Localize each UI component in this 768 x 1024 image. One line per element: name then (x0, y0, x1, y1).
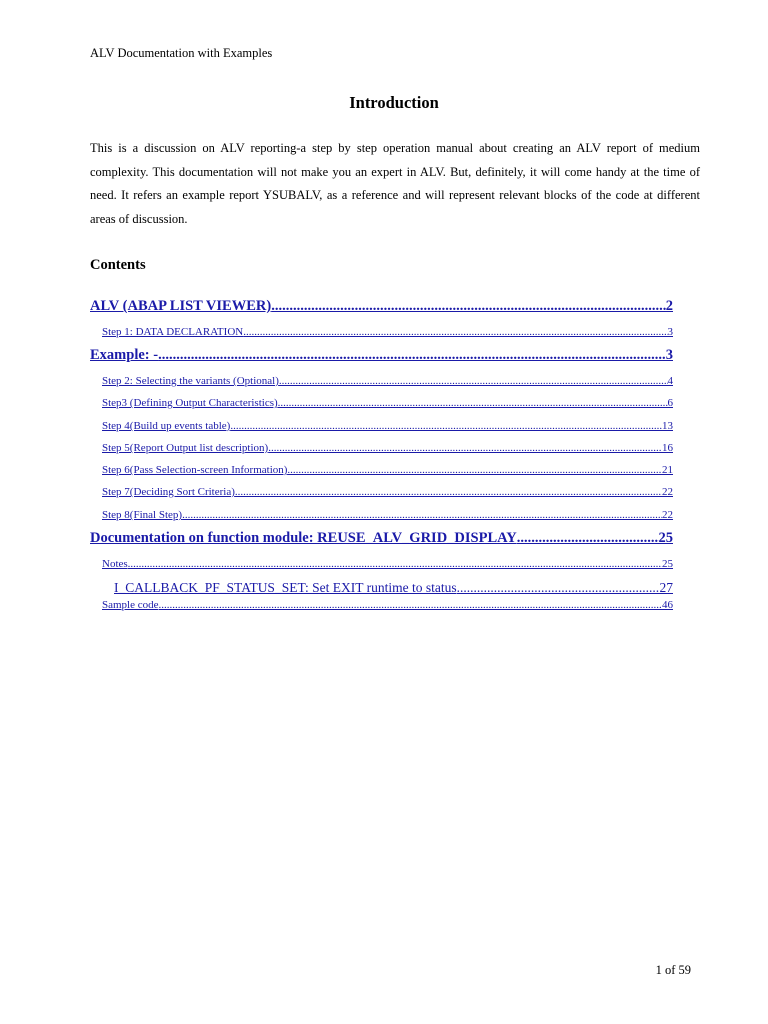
toc-page-number: 25 (658, 530, 673, 546)
toc-page-number: 6 (667, 397, 673, 409)
page-indicator: 1 of 59 (655, 963, 691, 977)
toc-leader (230, 420, 662, 432)
toc-entry-label: Step 6(Pass Selection-screen Information) (102, 464, 288, 476)
toc-entry-reuse-alv-grid-display[interactable] (90, 530, 673, 547)
toc-entry-label: ALV (ABAP LIST VIEWER) (90, 298, 272, 314)
toc-page-number: 3 (667, 326, 673, 338)
contents-heading: Contents (90, 257, 146, 273)
toc-entry-label: Step 8(Final Step) (102, 509, 183, 521)
toc-leader (457, 580, 660, 596)
toc-leader (243, 326, 667, 338)
toc-entry-label: Example: - (90, 347, 159, 363)
toc-leader (271, 298, 666, 315)
toc-entry-sample-code[interactable] (102, 599, 673, 611)
toc-entry-callback-pf-status[interactable] (114, 580, 673, 596)
toc-leader (158, 347, 666, 364)
toc-entry-label: Step3 (Defining Output Characteristics) (102, 397, 278, 409)
toc-page-number: 22 (662, 509, 673, 521)
toc-leader (517, 530, 659, 547)
toc-leader (182, 509, 662, 521)
toc-entry-label: Sample code (102, 599, 159, 611)
toc-leader (279, 375, 668, 387)
toc-entry-label: Step 4(Build up events table) (102, 420, 231, 432)
toc-entry-step7[interactable] (102, 486, 673, 498)
toc-entry-label: Step 1: DATA DECLARATION (102, 326, 244, 338)
toc-entry-step4[interactable] (102, 420, 673, 432)
toc-page-number: 22 (662, 486, 673, 498)
toc-page-number: 4 (667, 375, 673, 387)
toc-entry-step2[interactable] (102, 375, 673, 387)
toc-leader (128, 558, 662, 570)
toc-entry-label: Step 7(Deciding Sort Criteria) (102, 486, 235, 498)
intro-paragraph: This is a discussion on ALV reporting-a step by step operation manual about creating an ALV report of medium complexity. This documentation will not make you an expert in ALV. But, definitely, it will come handy at the time of need. It refers an example report YSUBALV, as a reference and will represent relevant blocks of the code at different areas of discussion. (90, 141, 700, 226)
toc-page-number: 16 (662, 442, 673, 454)
toc-page-number: 13 (662, 420, 673, 432)
toc-page-number: 21 (662, 464, 673, 476)
toc-entry-example[interactable] (90, 347, 673, 364)
toc-leader (159, 599, 662, 611)
section-title: Introduction (349, 93, 439, 112)
toc-page-number: 25 (662, 558, 673, 570)
toc-entry-step1[interactable] (102, 326, 673, 338)
toc-entry-step8[interactable] (102, 509, 673, 521)
toc-entry-label: Documentation on function module: REUSE_ALV_GRID_DISPLAY (90, 530, 517, 546)
toc-entry-label: Step 5(Report Output list description) (102, 442, 269, 454)
toc-page-number: 3 (665, 347, 673, 363)
toc-leader (287, 464, 662, 476)
toc-entry-label: Notes (102, 558, 128, 570)
toc-entry-alv[interactable] (90, 298, 673, 315)
toc-leader (268, 442, 662, 454)
toc-entry-step5[interactable] (102, 442, 673, 454)
toc-leader (278, 397, 668, 409)
toc-page-number: 27 (659, 580, 673, 595)
toc-entry-notes[interactable] (102, 558, 673, 570)
toc-entry-label: I_CALLBACK_PF_STATUS_SET: Set EXIT runtime to status (114, 580, 457, 595)
toc-entry-step3[interactable] (102, 397, 673, 409)
toc-entry-step6[interactable] (102, 464, 673, 476)
toc-page-number: 2 (665, 298, 673, 314)
toc-page-number: 46 (662, 599, 673, 611)
running-header: ALV Documentation with Examples (90, 46, 273, 60)
toc-entry-label: Step 2: Selecting the variants (Optional) (102, 375, 279, 387)
toc-leader (235, 486, 662, 498)
